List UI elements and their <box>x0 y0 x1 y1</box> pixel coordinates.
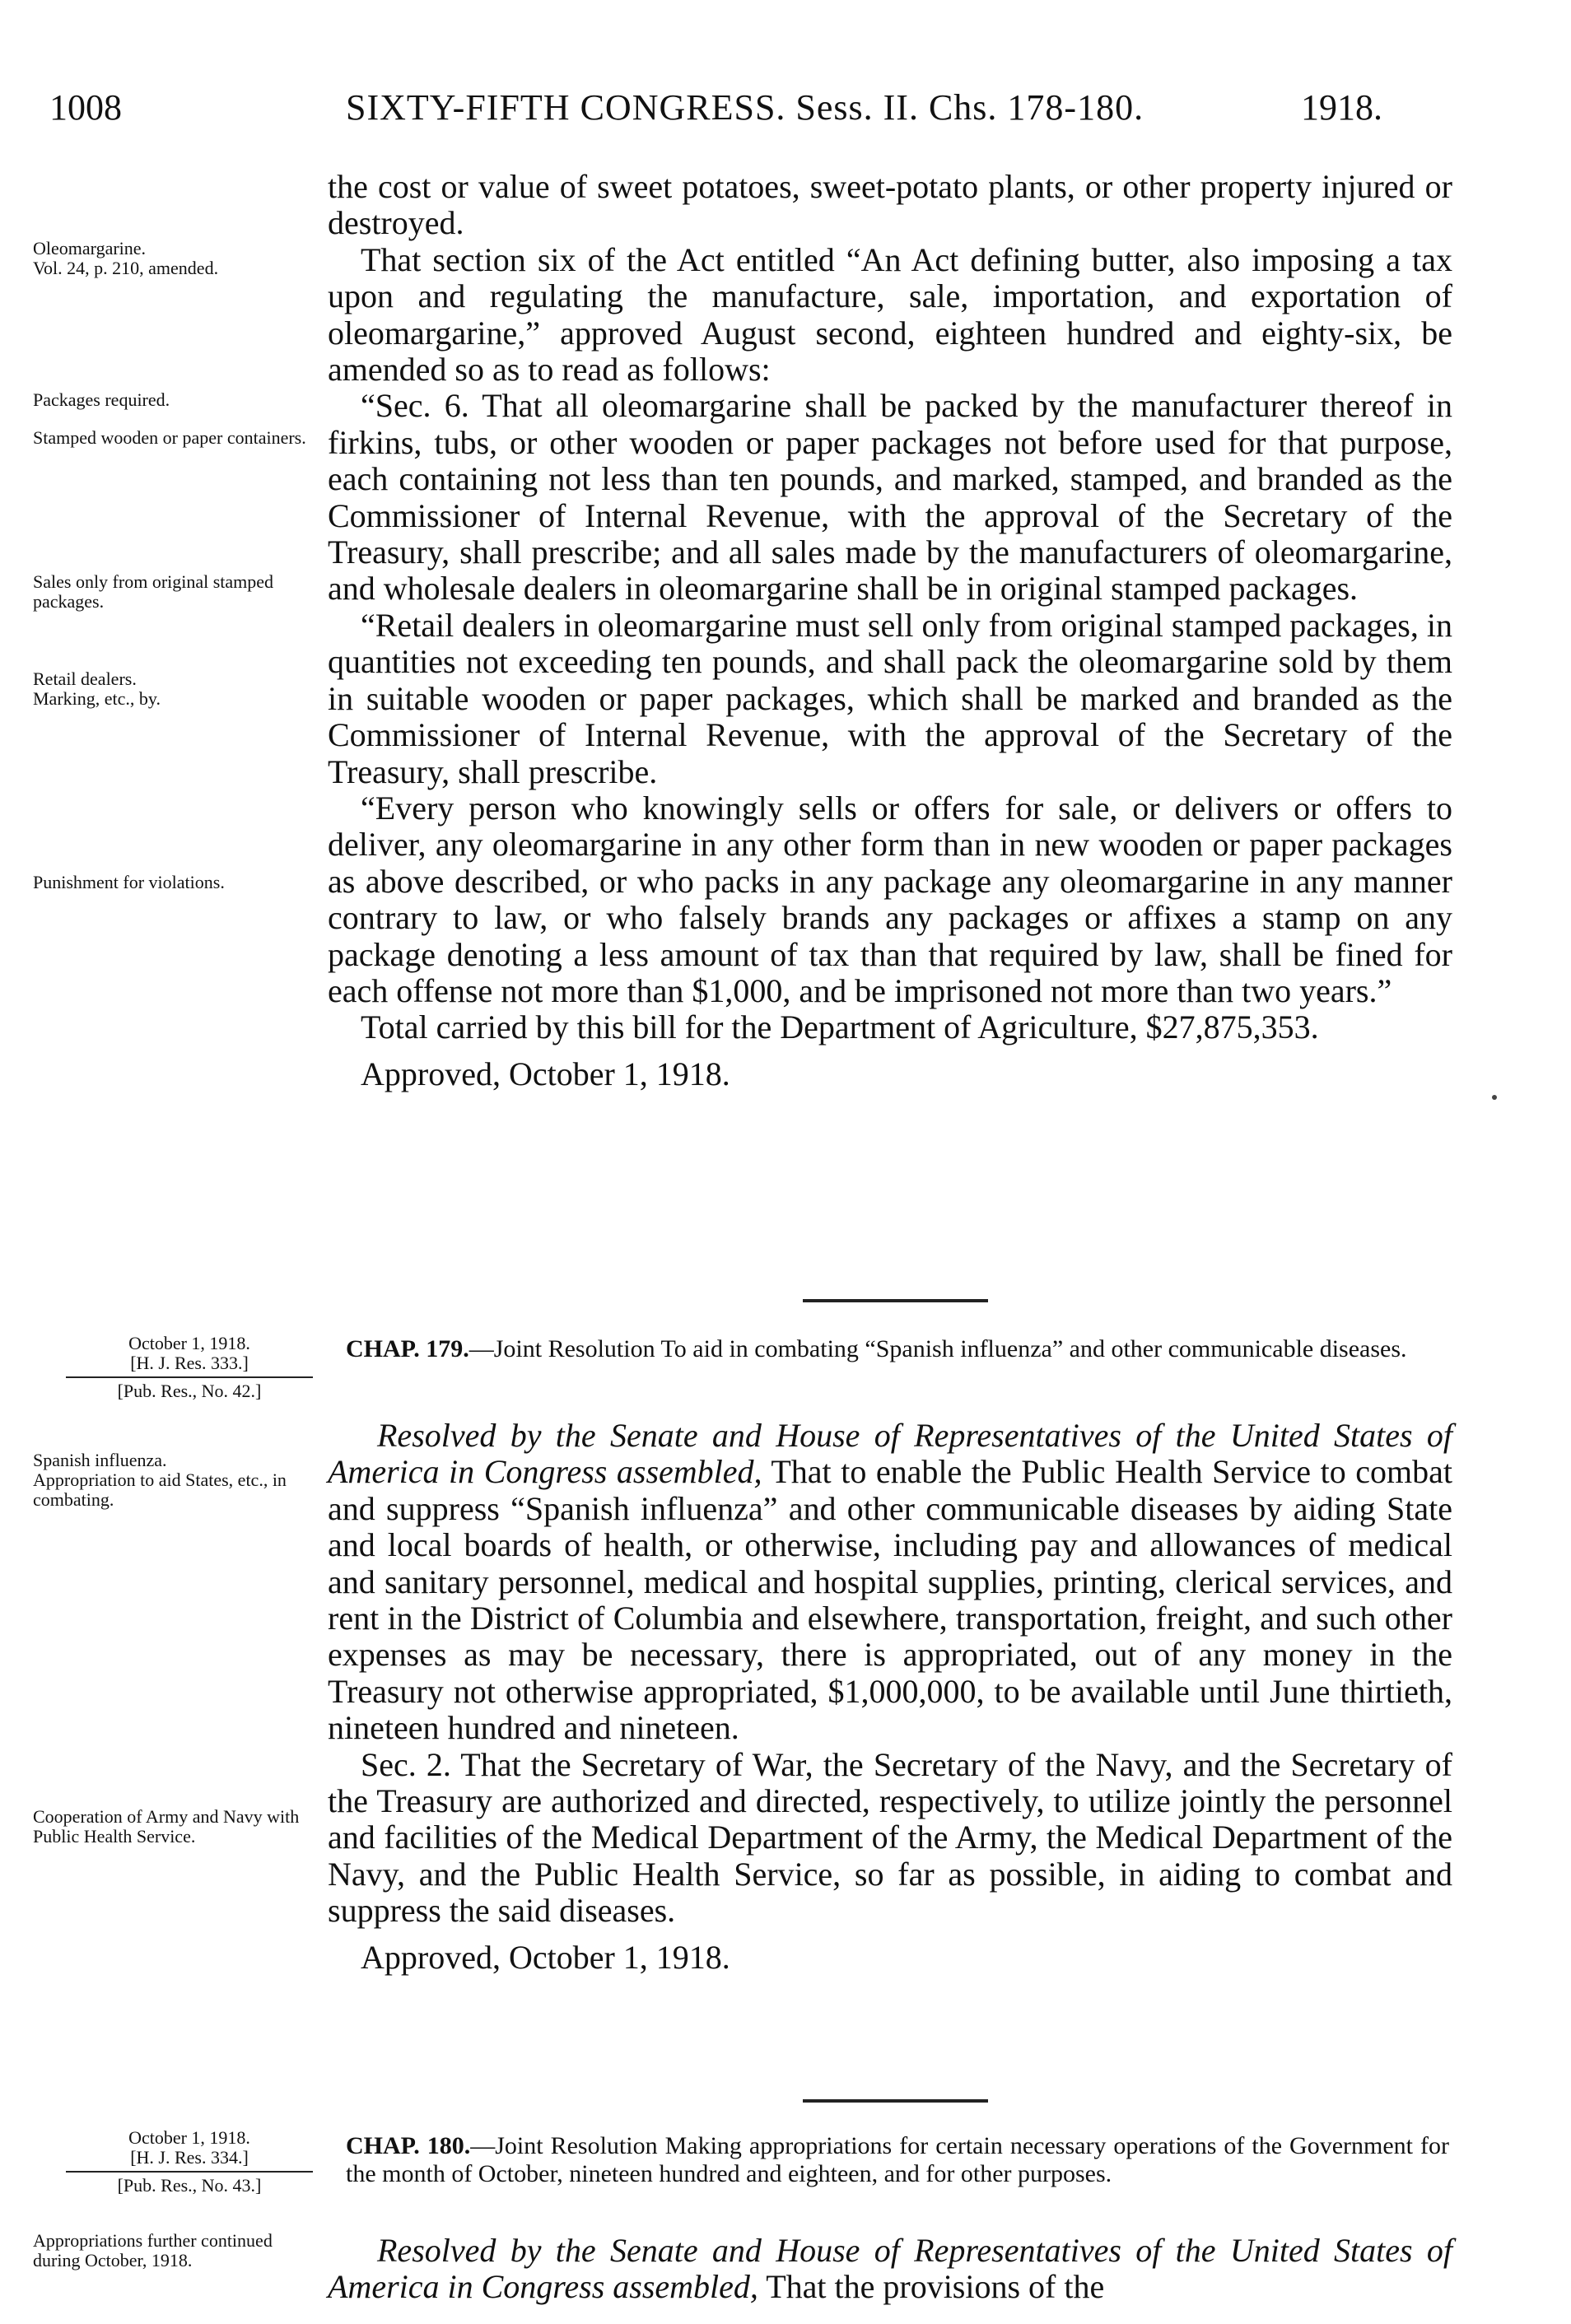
chap179-pubres: [Pub. Res., No. 42.] <box>117 1381 262 1401</box>
spanish-influenza-note: Spanish influenza. <box>33 1450 167 1470</box>
resolved-clause-180: Resolved by the Senate and House of Representatives of the United States of America in Congress assembled, <box>328 2232 1452 2306</box>
margin-rule <box>66 1376 313 1378</box>
chap180-pubres: [Pub. Res., No. 43.] <box>117 2175 262 2196</box>
running-header <box>49 86 1449 136</box>
paragraph-sec6-packages: “Sec. 6. That all oleomargarine shall be packed by the manufacturer thereof in firkins, tubs, or other wooden or paper packages not before used for that purpose, each containing not less than ten pounds, and marked, stamped, and branded as the Commissioner of Internal Revenue, with the approval of the Secretary of the Treasury, shall prescribe; and all sales made by the manufacturers of oleomargarine, and wholesale dealers in oleomargarine shall be in original stamped packages. <box>328 387 1452 608</box>
main-text-upper <box>328 169 1452 1092</box>
margin-note-retail-dealers: Retail dealers. <box>33 668 137 689</box>
margin-rule <box>66 2171 313 2173</box>
margin-note-spanish-influenza <box>33 1451 313 1510</box>
paragraph-sweet-potatoes: the cost or value of sweet potatoes, sweet-potato plants, or other property injured or destroyed. <box>328 168 1452 242</box>
chapter-divider <box>803 1299 988 1302</box>
paragraph-retail-dealers: “Retail dealers in oleomargarine must sell only from original stamped packages, in quantities not exceeding ten pounds, and shall pack the oleomargarine sold by them in suitable wooden or paper packages, which shall be marked and branded as the Commissioner of Internal Revenue, with the approval of the Secretary of the Treasury, shall prescribe. <box>328 606 1452 790</box>
margin-note-packages-required: Packages required. <box>33 389 170 410</box>
paragraph-resolved-180 <box>328 2233 1452 2306</box>
page-number: 1008 <box>49 87 122 128</box>
chap180-title: —Joint Resolution Making appropriations for certain necessary operations of the Government for the month of October, nineteen hundred and eighteen, and for other purposes. <box>346 2132 1449 2187</box>
main-text-chap179 <box>328 1418 1452 1976</box>
paragraph-resolved-179 <box>328 1418 1452 1747</box>
chap180-heading <box>346 2132 1449 2188</box>
chap180-label: CHAP. 180. <box>346 2132 471 2159</box>
margin-note-punishment: Punishment for violations. <box>33 872 225 892</box>
chap180-date: October 1, 1918. <box>128 2127 250 2148</box>
chapter-divider <box>803 2099 988 2103</box>
margin-note-cooperation: Cooperation of Army and Navy with Public Health Service. <box>33 1806 300 1847</box>
margin-note-oleomargarine: Oleomargarine. <box>33 238 147 258</box>
margin-note-appropriations-continued: Appropriations further continued during October, 1918. <box>33 2230 273 2270</box>
chap179-heading <box>346 1335 1449 1363</box>
running-title: SIXTY-FIFTH CONGRESS. Sess. II. Chs. 178-180. <box>346 87 1144 128</box>
margin-note-marking: Marking, etc., by. <box>33 688 161 709</box>
resolved-body-180: That the provisions of the <box>758 2268 1105 2306</box>
paragraph-total-carried: Total carried by this bill for the Department of Agriculture, $27,875,353. <box>361 1008 1319 1046</box>
header-year: 1918. <box>1301 87 1382 128</box>
paragraph-sec2: Sec. 2. That the Secretary of War, the Secretary of the Navy, and the Secretary of the Treasury are authorized and directed, respectively, to utilize jointly the personnel and facilities of the Medical Department of the Army, the Medical Department of the Navy, and the Public Health Service, so far as possible, in aiding to combat and suppress the said diseases. <box>328 1745 1452 1930</box>
margin-note-sales-only: Sales only from original stamped packages. <box>33 571 274 612</box>
main-text-chap180 <box>328 2233 1452 2306</box>
resolved-body-179: That to enable the Public Health Service to combat and suppress “Spanish influenza” and other communicable diseases by aiding State and local boards of health, or otherwise, including pay and allowances of medical and sanitary personnel, medical and hospital supplies, printing, clerical services, and rent in the District of Columbia and elsewhere, transportation, freight, and such other expenses as may be necessary, there is appropriated, out of any money in the Treasury not otherwise appropriated, $1,000,000, to be available until June thirtieth, nineteen hundred and nineteen. <box>328 1453 1452 1747</box>
margin-chap179-info <box>49 1334 329 1401</box>
margin-note-vol-ref: Vol. 24, p. 210, amended. <box>33 258 219 278</box>
chap179-title: —Joint Resolution To aid in combating “Spanish influenza” and other communicable diseases. <box>469 1335 1407 1362</box>
approved-date-2: Approved, October 1, 1918. <box>361 1938 730 1976</box>
stray-mark <box>1492 1095 1497 1100</box>
margin-chap180-info <box>49 2128 329 2196</box>
approved-date-1: Approved, October 1, 1918. <box>361 1055 730 1092</box>
resolved-clause-179: Resolved by the Senate and House of Representatives of the United States of America in Congress assembled, <box>328 1417 1452 1491</box>
paragraph-section-six-amendment: That section six of the Act entitled “An Act defining butter, also imposing a tax upon and regulating the manufacture, sale, importation, and exportation of oleomargarine,” approved August second, eighteen hundred and eighty-six, be amended so as to read as follows: <box>328 240 1452 389</box>
chap179-date: October 1, 1918. <box>128 1333 250 1353</box>
chap180-hjres: [H. J. Res. 334.] <box>130 2147 249 2168</box>
paragraph-punishment: “Every person who knowingly sells or offers for sale, or delivers or offers to deliver, any oleomargarine in any other form than in new wooden or paper packages as above described, or who packs in any package any oleomargarine in any manner contrary to law, or who falsely brands any packages or affixes a stamp on any package denoting a less amount of tax than that required by law, shall be fined for each offense not more than $1,000, and be imprisoned not more than two years.” <box>328 789 1452 1009</box>
chap179-hjres: [H. J. Res. 333.] <box>130 1353 249 1373</box>
appropriation-aid-note: Appropriation to aid States, etc., in combating. <box>33 1469 287 1510</box>
margin-note-stamped-containers: Stamped wooden or paper containers. <box>33 427 306 448</box>
chap179-label: CHAP. 179. <box>346 1335 469 1362</box>
